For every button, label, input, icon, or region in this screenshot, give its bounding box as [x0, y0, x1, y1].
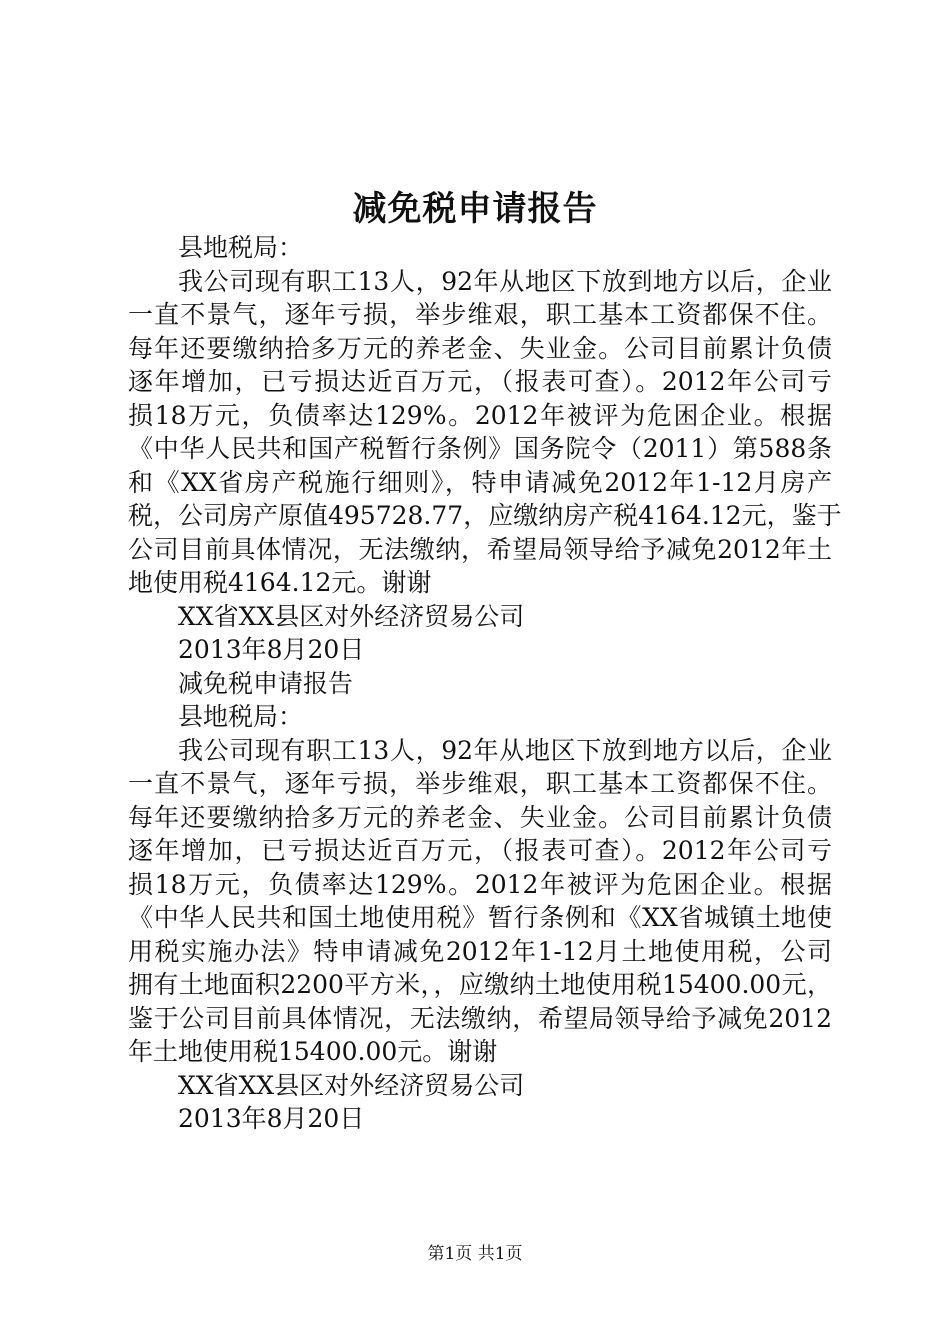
- text-line: 拥有土地面积2200平方米，，应缴纳土地使用税15400.00元，: [128, 970, 832, 999]
- text-line: 地使用税4164.12元。谢谢: [128, 568, 432, 597]
- text-line: 县地税局：: [178, 233, 304, 262]
- text-line: 2013年8月20日: [178, 1104, 365, 1133]
- text-line: 损18万元，负债率达129%。2012年被评为危困企业。根据: [128, 869, 832, 899]
- text-line: 《中华人民共和国土地使用税》暂行条例和《XX省城镇土地使: [128, 903, 832, 932]
- text-line: 每年还要缴纳拾多万元的养老金、失业金。公司目前累计负债: [128, 802, 832, 832]
- text-line: 税，公司房产原值495728.77，应缴纳房产税4164.12元，鉴于: [128, 501, 842, 530]
- page-footer: 第1页 共1页: [427, 1244, 523, 1264]
- text-line: 损18万元，负债率达129%。2012年被评为危困企业。根据: [128, 400, 832, 430]
- text-line: 和《XX省房产税施行细则》，特申请减免2012年1-12月房产: [128, 467, 832, 497]
- text-line: 减免税申请报告: [178, 668, 354, 698]
- text-line: 逐年增加，已亏损达近百万元，（报表可查）。2012年公司亏: [128, 836, 832, 865]
- text-line: XX省XX县区对外经济贸易公司: [178, 1070, 525, 1100]
- document-title: 减免税申请报告: [352, 189, 598, 229]
- text-line: 每年还要缴纳拾多万元的养老金、失业金。公司目前累计负债: [128, 333, 832, 363]
- text-line: 年土地使用税15400.00元。谢谢: [128, 1037, 498, 1066]
- text-line: 2013年8月20日: [178, 635, 365, 664]
- text-line: 我公司现有职工13人，92年从地区下放到地方以后，企业: [178, 735, 832, 765]
- text-line: 用税实施办法》特申请减免2012年1-12月土地使用税，公司: [128, 936, 832, 966]
- text-line: 《中华人民共和国产税暂行条例》国务院令（2011）第588条: [128, 434, 832, 463]
- text-line: 一直不景气，逐年亏损，举步维艰，职工基本工资都保不住。: [128, 300, 832, 329]
- document-body: [128, 231, 842, 1136]
- text-line: 一直不景气，逐年亏损，举步维艰，职工基本工资都保不住。: [128, 769, 832, 798]
- text-line: 逐年增加，已亏损达近百万元，（报表可查）。2012年公司亏: [128, 367, 832, 396]
- text-line: 我公司现有职工13人，92年从地区下放到地方以后，企业: [178, 266, 832, 296]
- text-line: 县地税局：: [178, 702, 304, 731]
- text-line: XX省XX县区对外经济贸易公司: [178, 601, 525, 631]
- text-line: 鉴于公司目前具体情况，无法缴纳，希望局领导给予减免2012: [128, 1003, 832, 1033]
- text-line: 公司目前具体情况，无法缴纳，希望局领导给予减免2012年土: [128, 534, 832, 564]
